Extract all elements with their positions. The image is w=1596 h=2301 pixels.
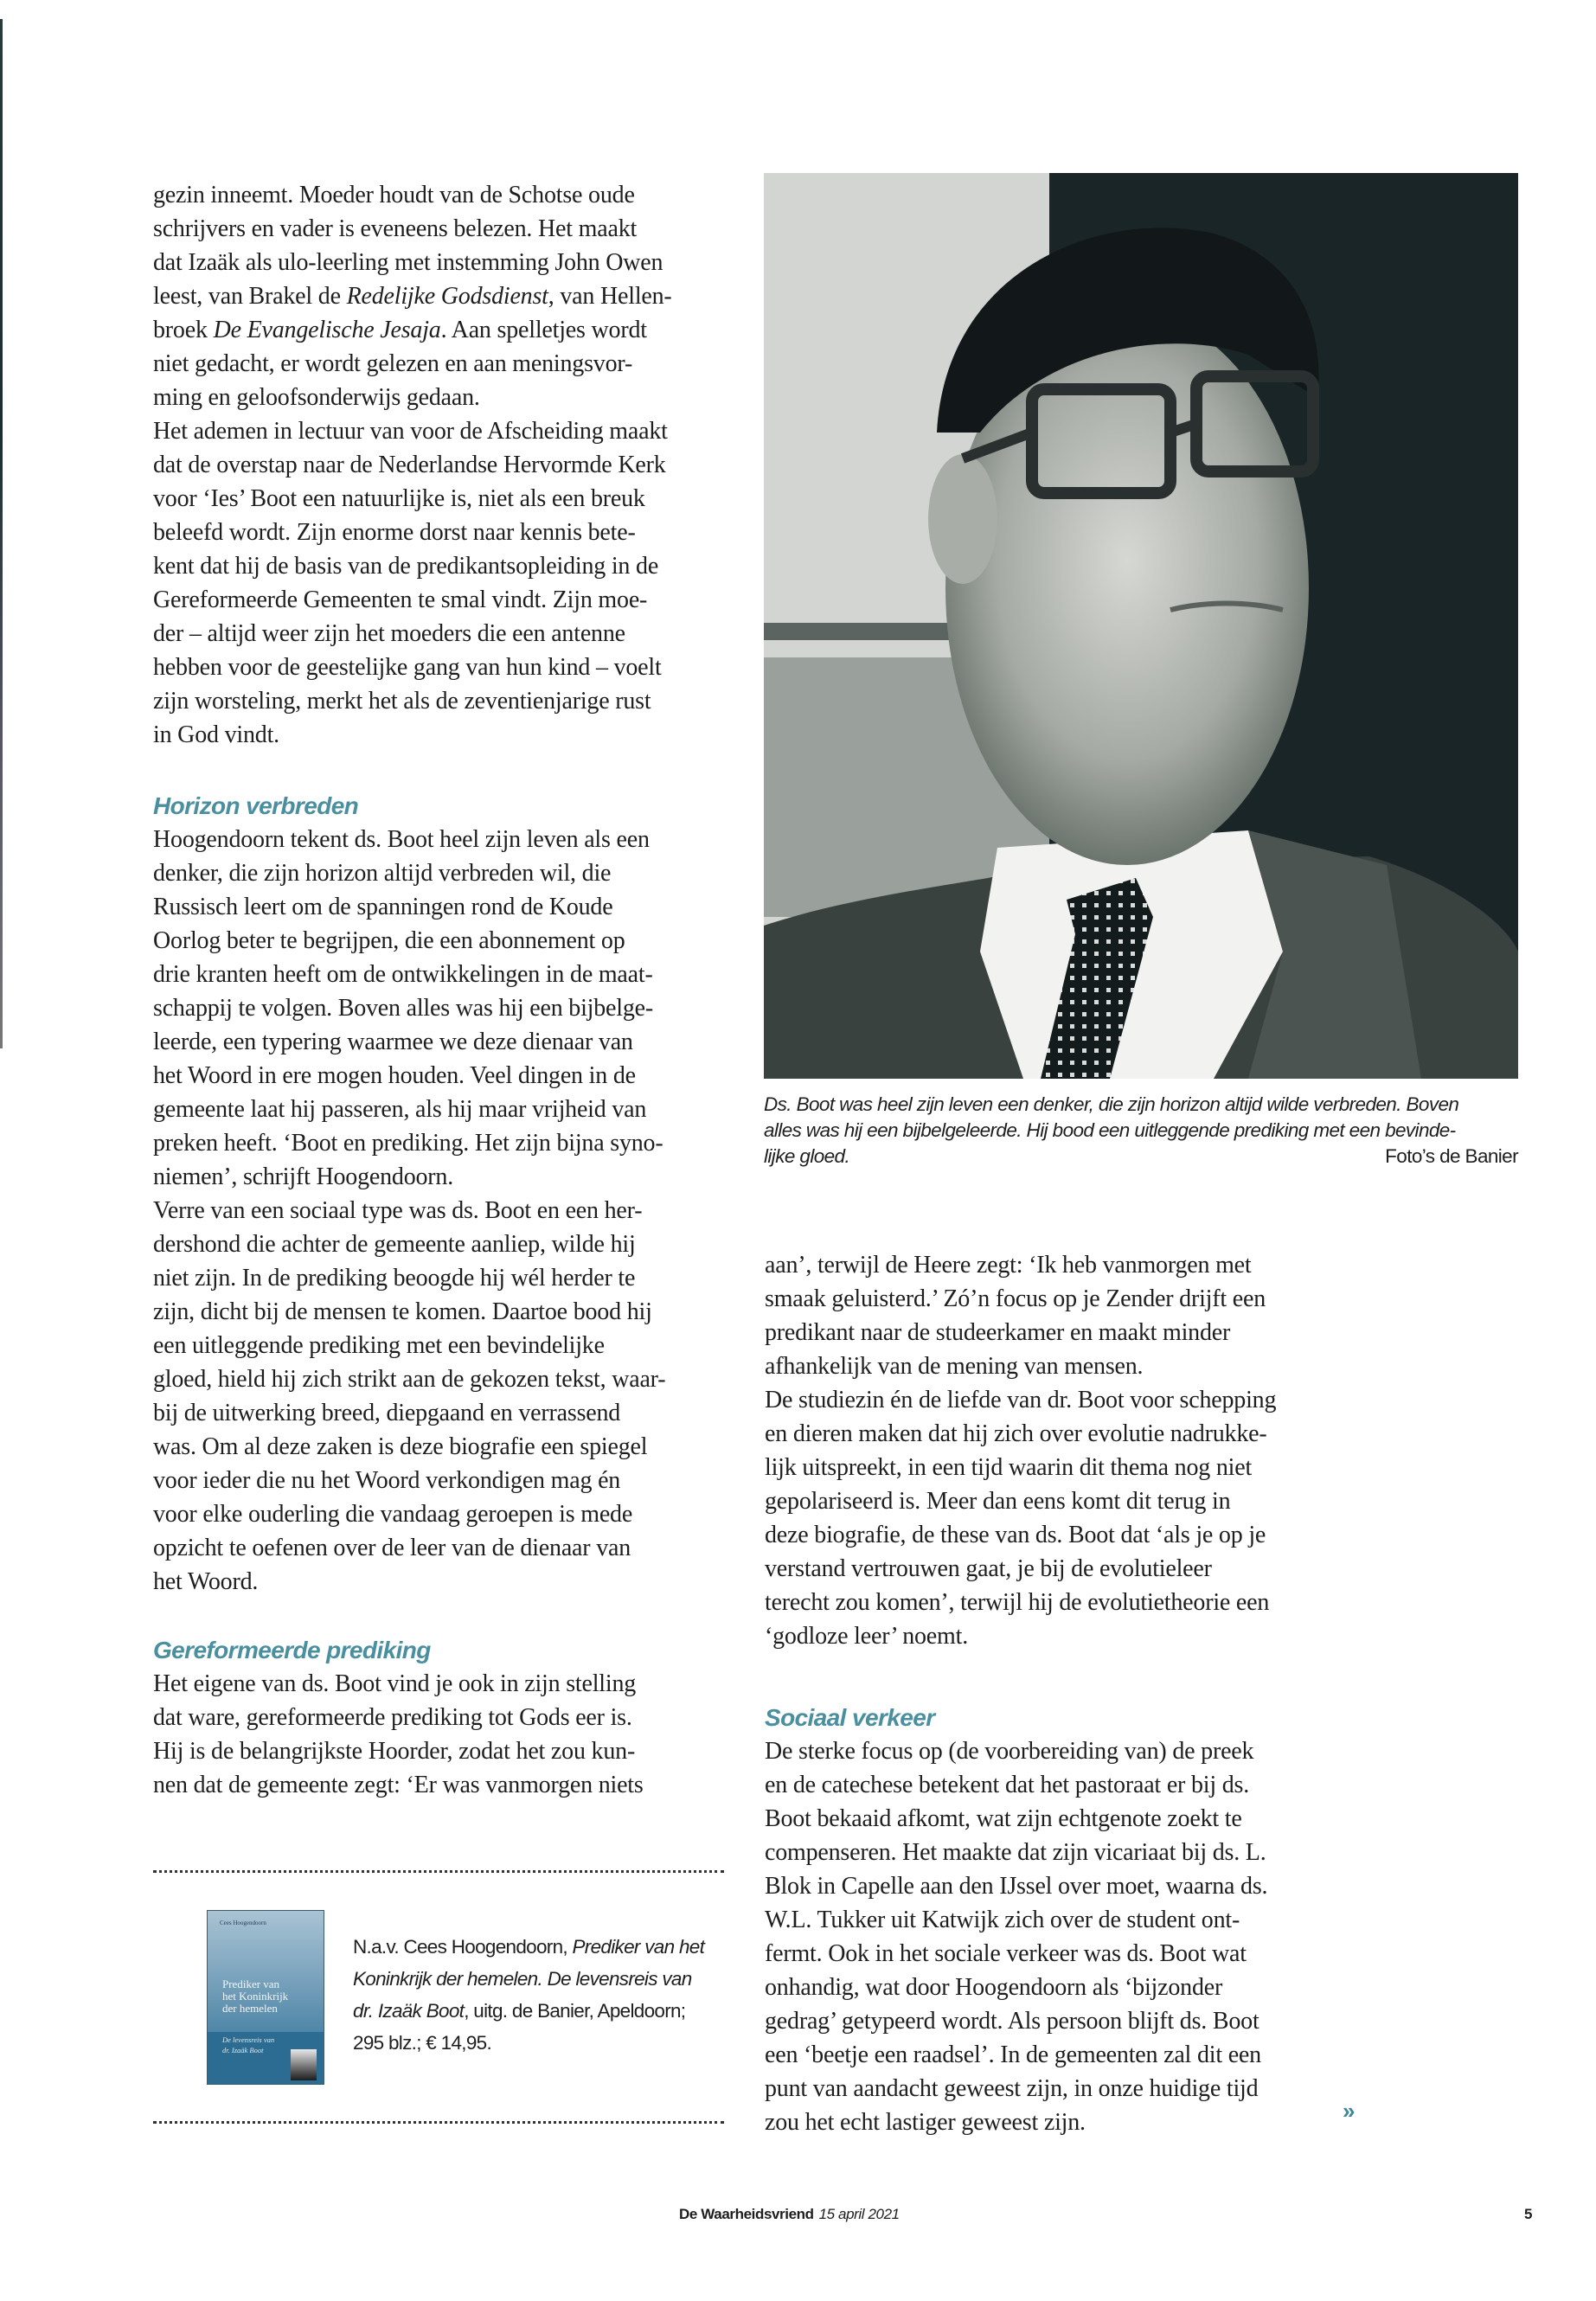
portrait-photo — [764, 173, 1518, 1079]
book-reference-details: , uitg. de Banier, Apeldoorn; 295 blz.; € 14,95. — [353, 2000, 686, 2054]
text-line: aan’, terwijl de Heere zegt: ‘Ik heb vanmorgen met — [765, 1252, 1252, 1279]
continue-arrow-icon: » — [1343, 2098, 1356, 2124]
paragraph — [765, 1734, 1356, 2139]
text-line: ‘godloze leer’ noemt. — [765, 1623, 968, 1650]
book-cover-author: Cees Hoogendoorn — [220, 1920, 266, 1926]
text-line: verstand vertrouwen gaat, je bij de evolutieleer — [765, 1555, 1212, 1582]
text-line: De studiezin én de liefde van dr. Boot voor schepping — [765, 1387, 1277, 1413]
text-line: onhandig, wat door Hoogendoorn als ‘bijzonder — [765, 1974, 1223, 2001]
book-cover-subtitle — [222, 2035, 274, 2055]
paragraph — [153, 178, 741, 414]
text-line: beleefd wordt. Zijn enorme dorst naar kennis bete- — [153, 519, 636, 546]
left-column-section-gereformeerd — [153, 1633, 741, 1802]
text-line: ming en geloofsonderwijs gedaan. — [153, 384, 480, 411]
text-line: zijn worsteling, merkt het als de zeventienjarige rust — [153, 688, 651, 715]
right-column — [765, 1248, 1353, 1653]
text-run: , van Hellen- — [548, 283, 672, 310]
paragraph — [153, 1667, 741, 1802]
text-line: dat Izaäk als ulo-leerling met instemming John Owen — [153, 249, 663, 276]
text-run: leest, van Brakel de — [153, 283, 347, 310]
text-line: Boot bekaaid afkomt, wat zijn echtgenote zoekt te — [765, 1805, 1242, 1832]
book-box-top-divider — [153, 1870, 724, 1873]
text-line — [153, 313, 741, 347]
text-line: zijn, dicht bij de mensen te komen. Daartoe bood hij — [153, 1298, 652, 1325]
text-line: deze biografie, de these van ds. Boot dat ‘als je op je — [765, 1522, 1266, 1548]
text-line: fermt. Ook in het sociale verkeer was ds. Boot wat — [765, 1940, 1247, 1967]
paragraph — [153, 1194, 741, 1599]
text-line: lijk uitspreekt, in een tijd waarin dit thema nog niet — [765, 1454, 1253, 1481]
book-cover-title-line: het Koninkrijk — [222, 1990, 289, 2003]
text-line: afhankelijk van de mening van mensen. — [765, 1353, 1144, 1380]
text-line: compenseren. Het maakte dat zijn vicariaat bij ds. L. — [765, 1839, 1266, 1866]
paragraph — [765, 1248, 1353, 1383]
text-line — [153, 279, 741, 313]
book-reference-prefix: N.a.v. Cees Hoogendoorn, — [353, 1936, 573, 1958]
text-line: bij de uitwerking breed, diepgaand en verrassend — [153, 1400, 621, 1426]
footer-publication — [679, 2206, 900, 2223]
book-cover-title-line: Prediker van — [222, 1977, 280, 1990]
text-line: W.L. Tukker uit Katwijk zich over de student ont- — [765, 1907, 1240, 1933]
paragraph — [153, 823, 741, 1194]
text-line: denker, die zijn horizon altijd verbreden wil, die — [153, 860, 612, 887]
text-line: Russisch leert om de spanningen rond de Koude — [153, 894, 613, 920]
portrait-illustration — [764, 173, 1518, 1079]
text-line: zou het echt lastiger geweest zijn. — [765, 2109, 1086, 2136]
text-line: en de catechese betekent dat het pastoraat er bij ds. — [765, 1772, 1250, 1798]
text-line: een ‘beetje een raadsel’. In de gemeenten zal dit een — [765, 2041, 1261, 2068]
text-line: smaak geluisterd.’ Zó’n focus op je Zender drijft een — [765, 1285, 1266, 1312]
text-line: preken heeft. ‘Boot en prediking. Het zijn bijna syno- — [153, 1130, 663, 1157]
text-line: was. Om al deze zaken is deze biografie een spiegel — [153, 1433, 648, 1460]
text-line: terecht zou komen’, terwijl hij de evolutietheorie een — [765, 1589, 1270, 1616]
text-line: het Woord in ere mogen houden. Veel dingen in de — [153, 1062, 636, 1089]
book-reference — [353, 1931, 716, 2059]
left-column — [153, 178, 741, 752]
text-line: in God vindt. — [153, 721, 279, 748]
text-line: gemeente laat hij passeren, als hij maar vrijheid van — [153, 1096, 647, 1123]
left-column-section-horizon — [153, 789, 741, 1599]
text-line: een uitleggende prediking met een bevindelijke — [153, 1332, 605, 1359]
text-run: . Aan spelletjes wordt — [440, 317, 647, 343]
text-line: drie kranten heeft om de ontwikkelingen in de maat- — [153, 961, 653, 988]
text-line: kent dat hij de basis van de predikantsopleiding in de — [153, 553, 659, 580]
text-line: punt van aandacht geweest zijn, in onze huidige tijd — [765, 2075, 1259, 2102]
issue-date: 15 april 2021 — [818, 2206, 900, 2222]
text-line: Het eigene van ds. Boot vind je ook in zijn stelling — [153, 1670, 637, 1697]
caption-line: alles was hij een bijbelgeleerde. Hij bood een uitleggende prediking met een bevinde- — [764, 1119, 1456, 1141]
book-cover-title-line: der hemelen — [222, 2002, 278, 2015]
text-line: het Woord. — [153, 1568, 259, 1595]
text-line: schappij te volgen. Boven alles was hij een bijbelge- — [153, 995, 654, 1022]
text-line: De sterke focus op (de voorbereiding van) de preek — [765, 1738, 1254, 1765]
text-run: broek — [153, 317, 214, 343]
text-line: niet zijn. In de prediking beoogde hij wél herder te — [153, 1265, 636, 1292]
text-line: Blok in Capelle aan den IJssel over moet, waarna ds. — [765, 1873, 1268, 1900]
right-column-section-sociaal — [765, 1701, 1356, 2139]
text-line: gloed, hield hij zich strikt aan de gekozen tekst, waar- — [153, 1366, 666, 1393]
photo-caption — [764, 1092, 1518, 1170]
section-heading-gereformeerde-prediking: Gereformeerde prediking — [153, 1637, 431, 1663]
photo-credit: Foto’s de Banier — [1385, 1145, 1518, 1167]
text-line: niemen’, schrijft Hoogendoorn. — [153, 1163, 454, 1190]
text-line: gepolariseerd is. Meer dan eens komt dit terug in — [765, 1488, 1231, 1515]
caption-line: lijke gloed. — [764, 1145, 850, 1167]
book-cover-subtitle-line: dr. Izaäk Boot — [222, 2046, 264, 2054]
book-title: De Evangelische Jesaja — [213, 317, 441, 343]
text-line: Oorlog beter te begrijpen, die een abonnement op — [153, 927, 625, 954]
page-number: 5 — [1524, 2206, 1533, 2222]
book-cover-portrait — [291, 2049, 317, 2080]
text-line: voor elke ouderling die vandaag geroepen is mede — [153, 1501, 633, 1528]
page-edge-strip — [0, 19, 3, 1048]
text-line: Hij is de belangrijkste Hoorder, zodat het zou kun- — [153, 1738, 636, 1765]
text-line: Het ademen in lectuur van voor de Afscheiding maakt — [153, 418, 668, 445]
text-line: schrijvers en vader is eveneens belezen. Het maakt — [153, 215, 638, 242]
book-box-bottom-divider — [153, 2121, 724, 2124]
text-line: der – altijd weer zijn het moeders die een antenne — [153, 620, 625, 647]
paragraph — [765, 1383, 1353, 1653]
caption-line: Ds. Boot was heel zijn leven een denker, die zijn horizon altijd wilde verbreden. Boven — [764, 1093, 1459, 1115]
text-line: en dieren maken dat hij zich over evolutie nadrukke- — [765, 1420, 1267, 1447]
publication-name: De Waarheidsvriend — [679, 2206, 814, 2222]
text-line: Gereformeerde Gemeenten te smal vindt. Zijn moe- — [153, 586, 648, 613]
text-line: nen dat de gemeente zegt: ‘Er was vanmorgen niets — [153, 1772, 644, 1798]
text-line: gedrag’ getypeerd wordt. Als persoon blijft ds. Boot — [765, 2008, 1259, 2035]
text-line: dershond die achter de gemeente aanliep, wilde hij — [153, 1231, 636, 1258]
book-cover-image — [207, 1910, 324, 2085]
text-line: predikant naar de studeerkamer en maakt minder — [765, 1319, 1231, 1346]
text-line: dat de overstap naar de Nederlandse Hervormde Kerk — [153, 452, 666, 478]
text-line: voor ‘Ies’ Boot een natuurlijke is, niet als een breuk — [153, 485, 645, 512]
section-heading-sociaal-verkeer: Sociaal verkeer — [765, 1704, 935, 1731]
text-line: niet gedacht, er wordt gelezen en aan meningsvor- — [153, 350, 633, 377]
paragraph — [153, 414, 741, 752]
book-cover-subtitle-line: De levensreis van — [222, 2035, 275, 2044]
text-line: leerde, een typering waarmee we deze dienaar van — [153, 1029, 633, 1055]
book-reference-title: Prediker van het Koninkrijk der hemelen. De levensreis van dr. Izaäk Boot — [353, 1936, 705, 2022]
section-heading-horizon-verbreden: Horizon verbreden — [153, 792, 359, 819]
book-cover-title — [222, 1978, 288, 2015]
text-line: hebben voor de geestelijke gang van hun kind – voelt — [153, 654, 662, 681]
text-line: opzicht te oefenen over de leer van de dienaar van — [153, 1535, 631, 1561]
text-line: Verre van een sociaal type was ds. Boot en een her- — [153, 1197, 643, 1224]
text-line: Hoogendoorn tekent ds. Boot heel zijn leven als een — [153, 826, 650, 853]
text-line: dat ware, gereformeerde prediking tot Gods eer is. — [153, 1704, 632, 1731]
book-title: Redelijke Godsdienst — [346, 283, 548, 310]
text-line: gezin inneemt. Moeder houdt van de Schotse oude — [153, 182, 635, 208]
text-line: voor ieder die nu het Woord verkondigen mag én — [153, 1467, 621, 1494]
